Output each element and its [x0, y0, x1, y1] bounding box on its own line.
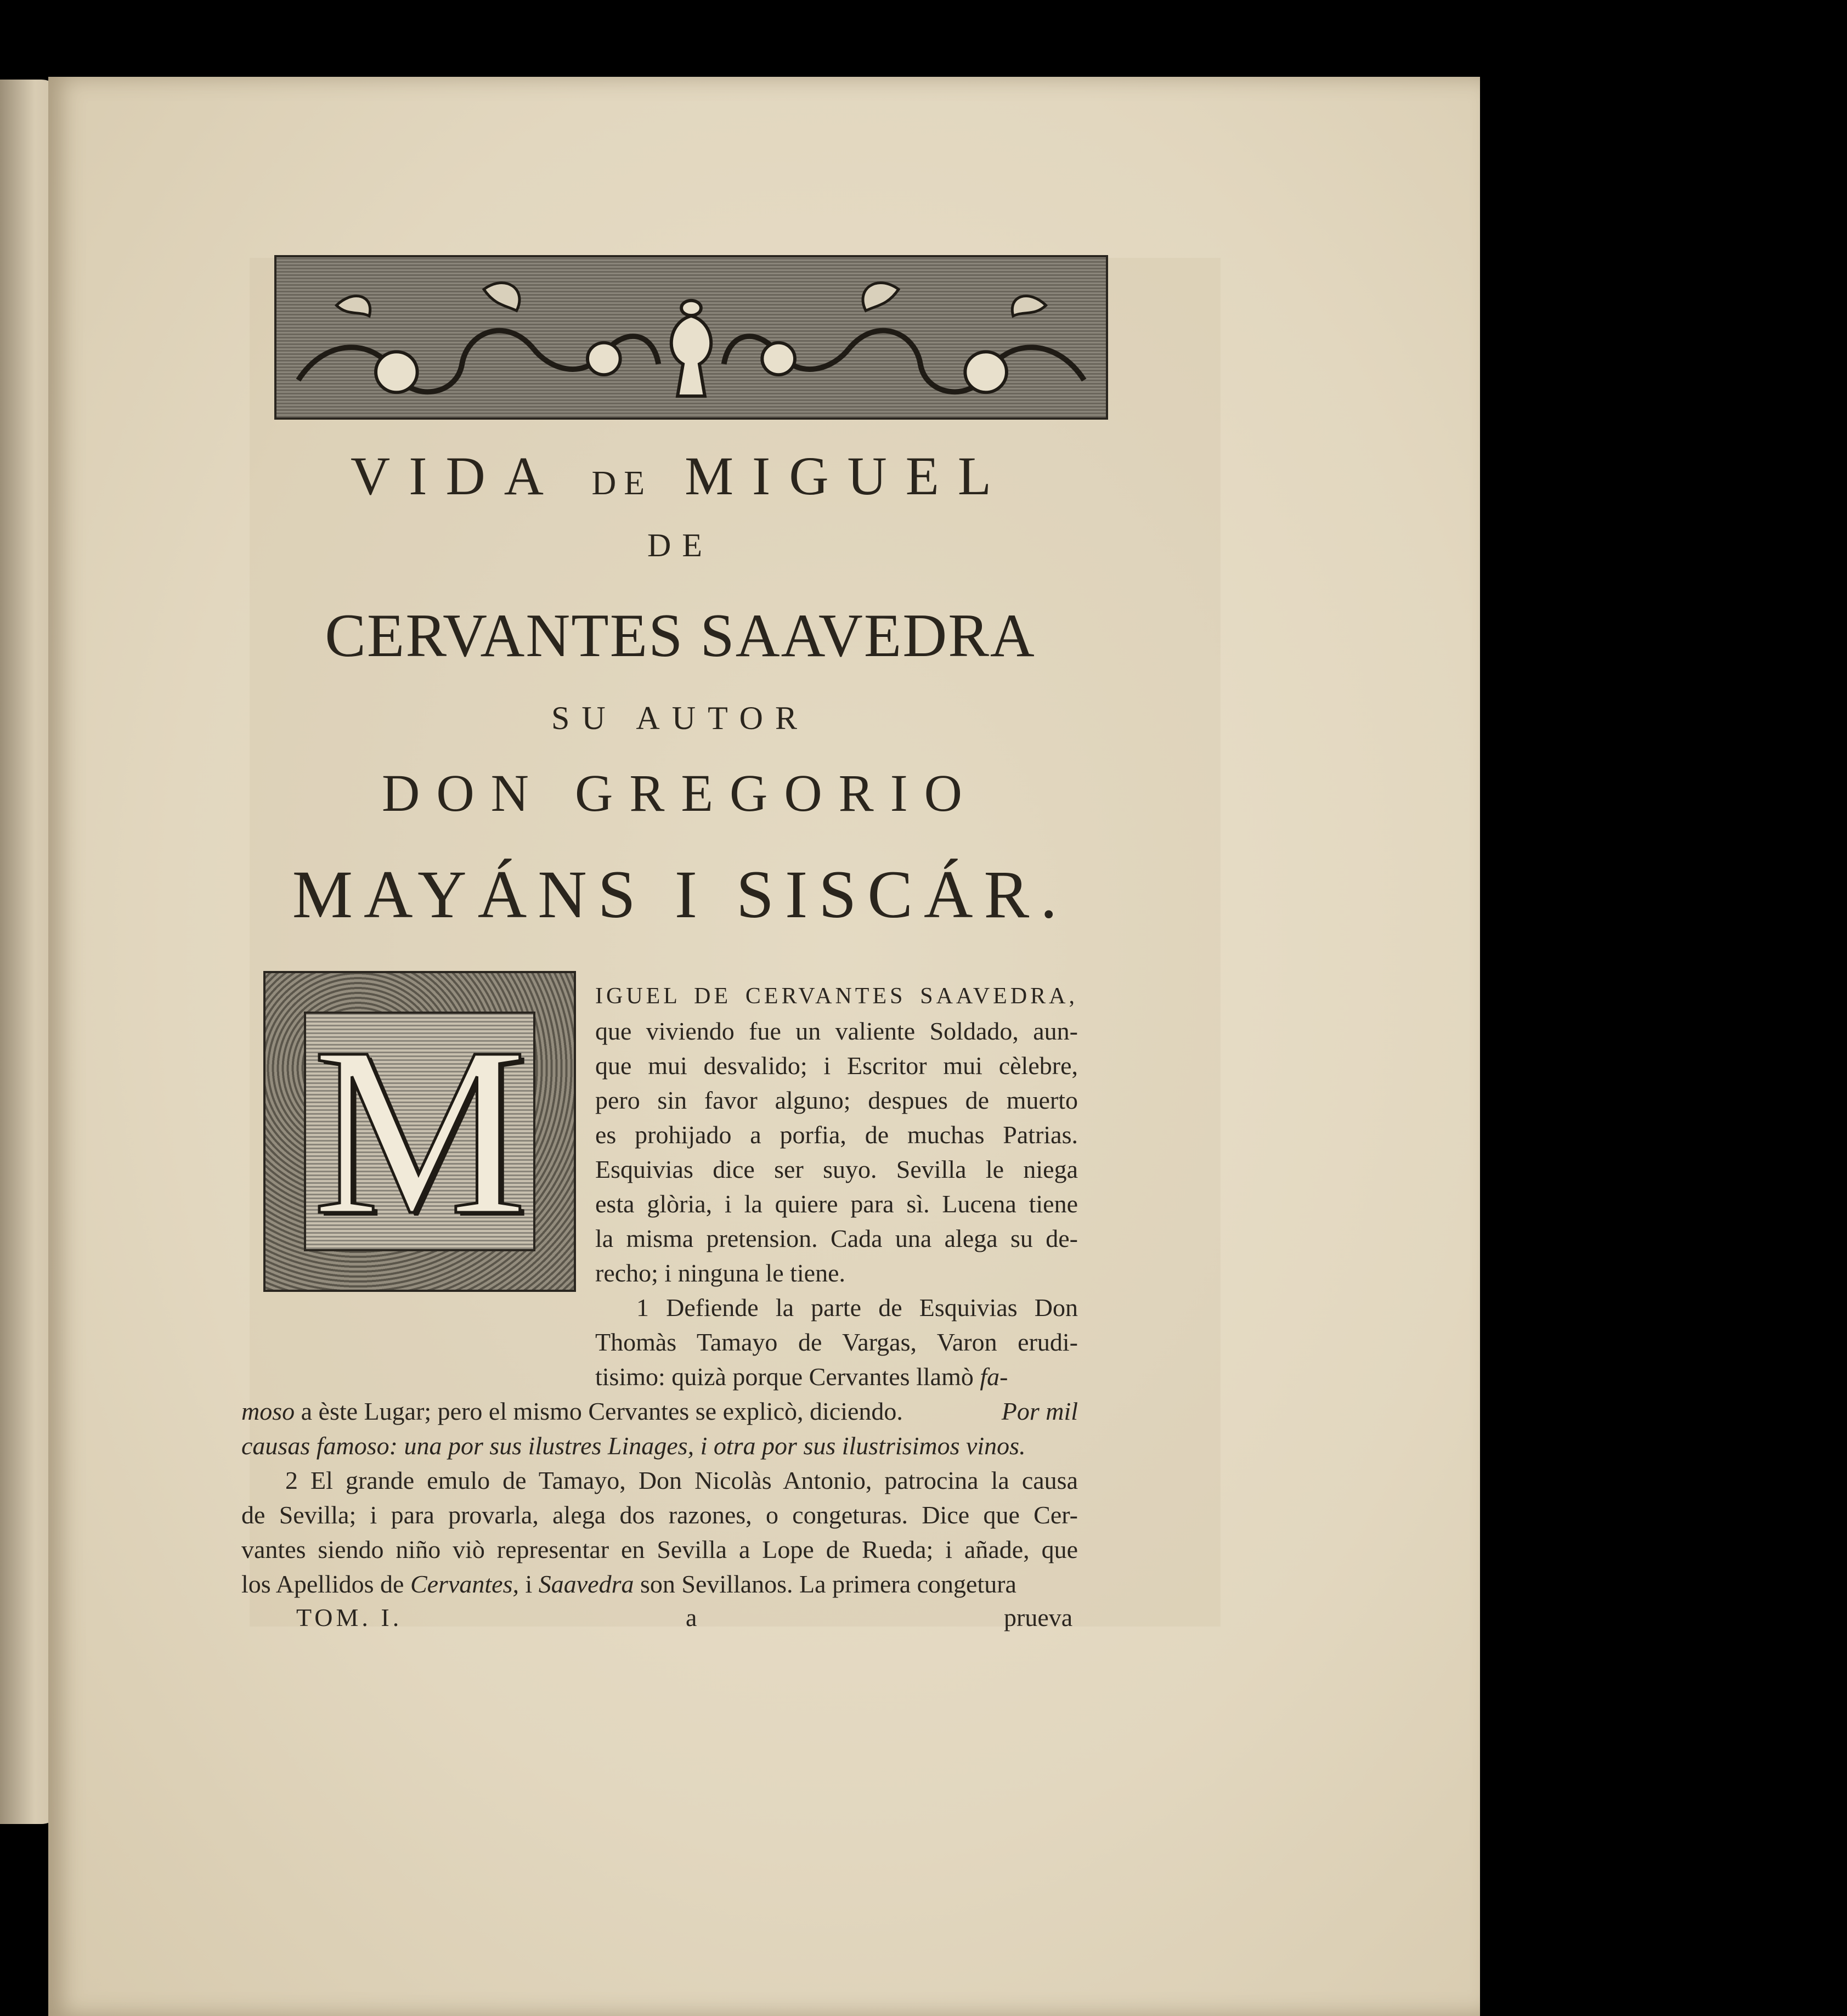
text-line: recho; i ninguna le tiene.	[595, 1259, 846, 1287]
text-line: vantes siendo niño viò representar en Sevilla a Lope de Rueda; i añade, que	[241, 1535, 1078, 1563]
ornamental-headpiece	[274, 255, 1108, 420]
text-segment-italic: Por mil	[1001, 1397, 1078, 1425]
title-line-mayans-i-siscar: MAYÁNS I SISCÁR.	[292, 857, 1069, 932]
text-line: 1 Defiende la parte de Esquivias Don	[636, 1294, 1078, 1322]
text-segment: a èste Lugar; pero el mismo Cervantes se explicò, diciendo.	[295, 1397, 903, 1425]
scroll-ornament-icon	[276, 257, 1106, 417]
text-line	[241, 1394, 1078, 1428]
title-line-de: DE	[647, 527, 713, 563]
text-line: pero sin favor alguno; despues de muerto	[595, 1086, 1078, 1114]
text-line	[241, 1567, 1078, 1601]
text-line: que mui desvalido; i Escritor mui cèlebre,	[595, 1052, 1078, 1080]
text-segment-italic: Saavedra	[538, 1570, 634, 1598]
title-word-miguel: MIGUEL	[685, 445, 1010, 506]
title-word-de: DE	[591, 465, 653, 502]
text-line: de Sevilla; i para provarla, alega dos razones, o congeturas. Dice que Cer-	[241, 1501, 1078, 1529]
text-line: Thomàs Tamayo de Vargas, Varon erudi-	[595, 1328, 1078, 1356]
text-segment-italic: fa-	[980, 1363, 1008, 1391]
title-word-vida: VIDA	[351, 445, 560, 506]
text-line: IGUEL DE CERVANTES SAAVEDRA,	[595, 984, 1078, 1009]
text-line: esta glòria, i la quiere para sì. Lucena tiene	[595, 1190, 1078, 1218]
text-line: Esquivias dice ser suyo. Sevilla le niega	[595, 1155, 1078, 1183]
text-segment-italic: Cervantes,	[410, 1570, 519, 1598]
catchword: prueva	[1004, 1603, 1073, 1631]
text-segment-italic: moso	[241, 1397, 295, 1425]
volume-mark: TOM. I.	[296, 1603, 403, 1631]
title-line-su-autor: SU AUTOR	[551, 700, 809, 736]
text-segment: los Apellidos de	[241, 1570, 410, 1598]
text-line	[595, 1359, 1078, 1394]
text-line: que viviendo fue un valiente Soldado, aun-	[595, 1017, 1078, 1045]
text-line: es prohijado a porfia, de muchas Patrias.	[595, 1121, 1078, 1149]
text-segment: son Sevillanos. La primera congetura	[634, 1570, 1016, 1598]
signature-mark: a	[686, 1603, 697, 1631]
text-line: 2 El grande emulo de Tamayo, Don Nicolàs Antonio, patrocina la causa	[285, 1466, 1078, 1494]
title-line-vida-de-miguel	[241, 444, 1119, 507]
initial-letter: M	[312, 997, 527, 1265]
decorated-initial-panel	[304, 997, 535, 1265]
decorated-initial	[263, 971, 576, 1292]
text-segment: i	[518, 1570, 539, 1598]
text-line: causas famoso: una por sus ilustres Linages, i otra por sus ilustrisimos vinos.	[241, 1432, 1026, 1460]
title-line-cervantes-saavedra: CERVANTES SAAVEDRA	[325, 602, 1036, 670]
text-line: la misma pretension. Cada una alega su de-	[595, 1224, 1078, 1252]
title-line-don-gregorio: DON GREGORIO	[382, 764, 979, 822]
text-segment: tisimo: quizà porque Cervantes llamò	[595, 1363, 974, 1391]
